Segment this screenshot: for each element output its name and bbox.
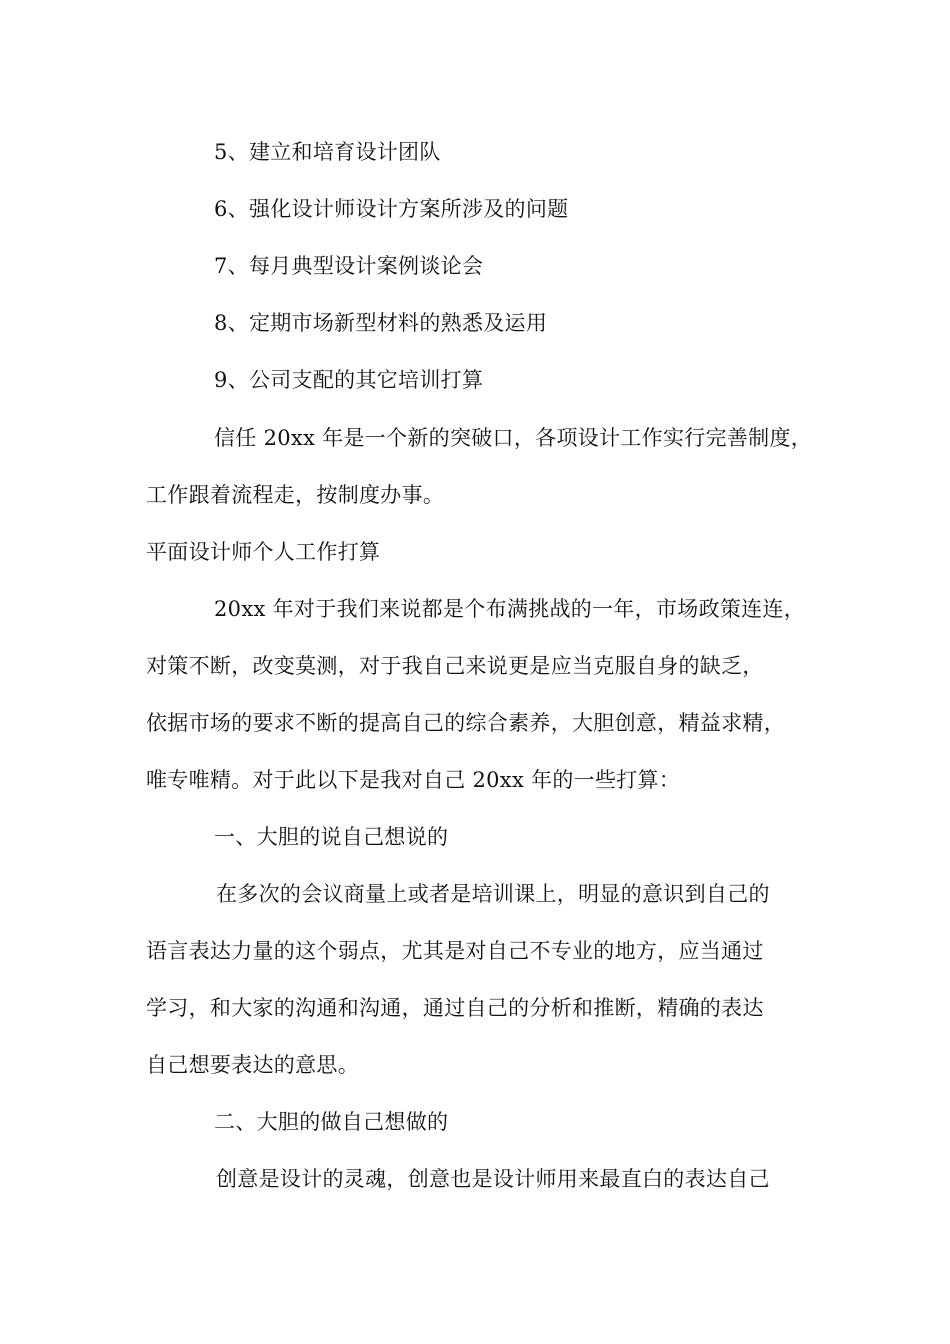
list-item-6: 6、强化设计师设计方案所涉及的问题 <box>214 197 569 221</box>
paragraph-line: 依据市场的要求不断的提高自己的综合素养，大胆创意，精益求精， <box>146 711 785 735</box>
paragraph-line: 学习，和大家的沟通和沟通，通过自己的分析和推断，精确的表达 <box>146 996 764 1020</box>
paragraph-line: 工作跟着流程走，按制度办事。 <box>146 483 445 507</box>
paragraph-line: 唯专唯精。对于此以下是我对自己 20xx 年的一些打算： <box>146 768 681 792</box>
subsection-heading: 一、大胆的说自己想说的 <box>214 825 449 849</box>
paragraph-line: 自己想要表达的意思。 <box>146 1053 359 1077</box>
list-item-7: 7、每月典型设计案例谈论会 <box>214 254 484 278</box>
paragraph-line: 在多次的会议商量上或者是培训课上，明显的意识到自己的 <box>216 882 770 906</box>
list-item-8: 8、定期市场新型材料的熟悉及运用 <box>214 311 548 335</box>
paragraph-line: 信任 20xx 年是一个新的突破口，各项设计工作实行完善制度， <box>214 426 813 450</box>
paragraph-line: 语言表达力量的这个弱点，尤其是对自己不专业的地方，应当通过 <box>146 939 764 963</box>
list-item-5: 5、建立和培育设计团队 <box>214 140 441 164</box>
paragraph-line: 20xx 年对于我们来说都是个布满挑战的一年，市场政策连连， <box>214 597 806 621</box>
paragraph-line: 创意是设计的灵魂，创意也是设计师用来最直白的表达自己 <box>216 1167 770 1191</box>
paragraph-line: 对策不断，改变莫测，对于我自己来说更是应当克服自身的缺乏， <box>146 654 764 678</box>
subsection-heading: 二、大胆的做自己想做的 <box>214 1110 449 1134</box>
section-title: 平面设计师个人工作打算 <box>146 540 381 564</box>
list-item-9: 9、公司支配的其它培训打算 <box>214 368 484 392</box>
